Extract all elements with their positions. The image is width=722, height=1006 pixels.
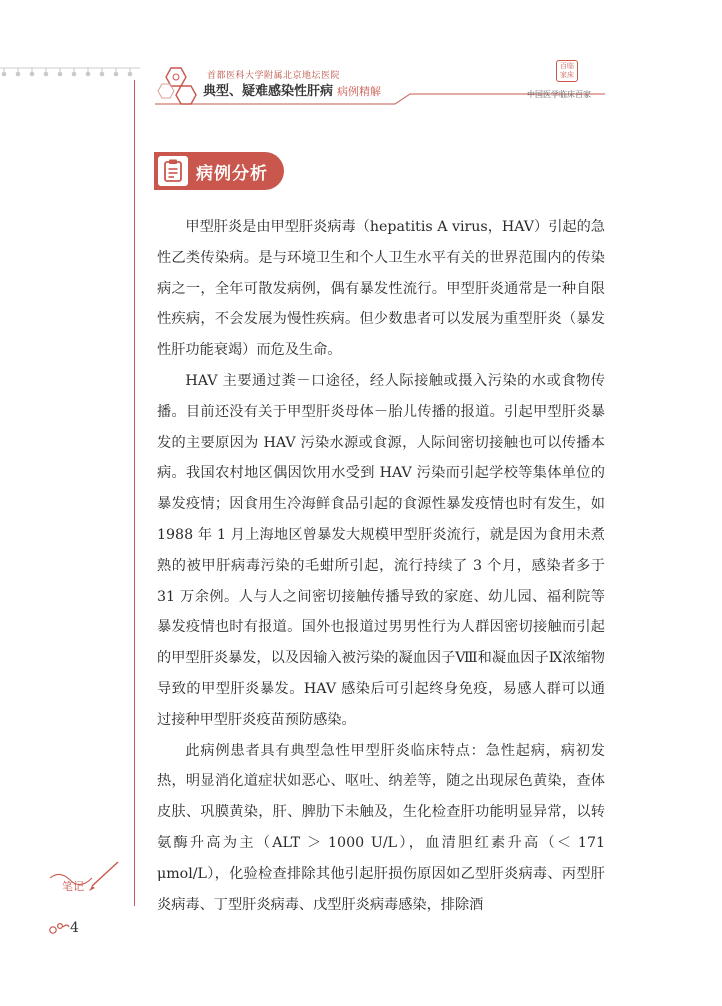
margin-note-label: 笔记: [62, 880, 84, 893]
paragraph-1: 甲型肝炎是由甲型肝炎病毒（hepatitis A virus，HAV）引起的急性乙类传染病。是与环境卫生和个人卫生水平有关的世界范围内的传染病之一，全年可散发病例，偶有暴发性流行。甲型肝炎通常是一种自限性疾病，不会发展为慢性疾病。但少数患者可以发展为重型肝炎（暴发性肝功能衰竭）而危及生命。: [157, 219, 605, 359]
paragraph-2: HAV 主要通过粪－口途径，经人际接触或摄入污染的水或食物传播。目前还没有关于甲型肝炎母体－胎儿传播的报道。引起甲型肝炎暴发的主要原因为 HAV 污染水源或食源，人际间密切接触也可以传播本病。我国农村地区偶因饮用水受到 HAV 污染而引起学校等集体单位的暴发疫情；因食用生冷海鲜食品引起的食源性暴发疫情也时有发生，如 1988 年 1 月上海地区曾暴发大规模甲型肝炎流行，就是因为食用未煮熟的被甲肝病毒污染的毛蚶所引起，流行持续了 3 个月，感染者多于 31 万余例。人与人之间密切接触传播导致的家庭、幼儿园、福利院等暴发疫情也时有报道。国外也报道过男男性行为人群因密切接触而引起的甲型肝炎暴发，以及因输入被污染的凝血因子Ⅷ和凝血因子Ⅸ浓缩物导致的甲型肝炎暴发。HAV 感染后可引起终身免疫，易感人群可以通过接种甲型肝炎疫苗预防感染。: [157, 372, 605, 728]
clipboard-icon: [158, 156, 188, 186]
page-number: [48, 920, 79, 940]
series-seal: 百临家床: [556, 60, 578, 82]
section-title: 病例分析: [196, 164, 268, 184]
body-text: [157, 212, 605, 920]
flourish-icon: [48, 921, 70, 935]
book-subtitle: 病例精解: [337, 85, 382, 98]
paragraph-3: 此病例患者具有典型急性甲型肝炎临床特点：急性起病，病初发热，明显消化道症状如恶心、呕吐、纳差等，随之出现尿色黄染，查体皮肤、巩膜黄染，肝、脾肋下未触及，生化检查肝功能明显异常，以转氨酶升高为主（ALT ＞ 1000 U/L），血清胆红素升高（＜ 171 μmol/L），化验检查排除其他引起肝损伤原因如乙型肝炎病毒、丙型肝炎病毒、丁型肝炎病毒、戊型肝炎病毒感染，排除酒: [157, 742, 605, 913]
series-name: 中国医学临床百家: [527, 90, 591, 99]
book-title-text: 典型、疑难感染性肝病: [203, 84, 334, 99]
section-heading: [154, 152, 284, 192]
page-number-text: 4: [70, 920, 79, 936]
pen-icon: [48, 856, 120, 896]
decorative-dots: [0, 60, 140, 84]
hospital-name: 首都医科大学附属北京地坛医院: [207, 71, 341, 81]
margin-rule: [134, 80, 135, 906]
